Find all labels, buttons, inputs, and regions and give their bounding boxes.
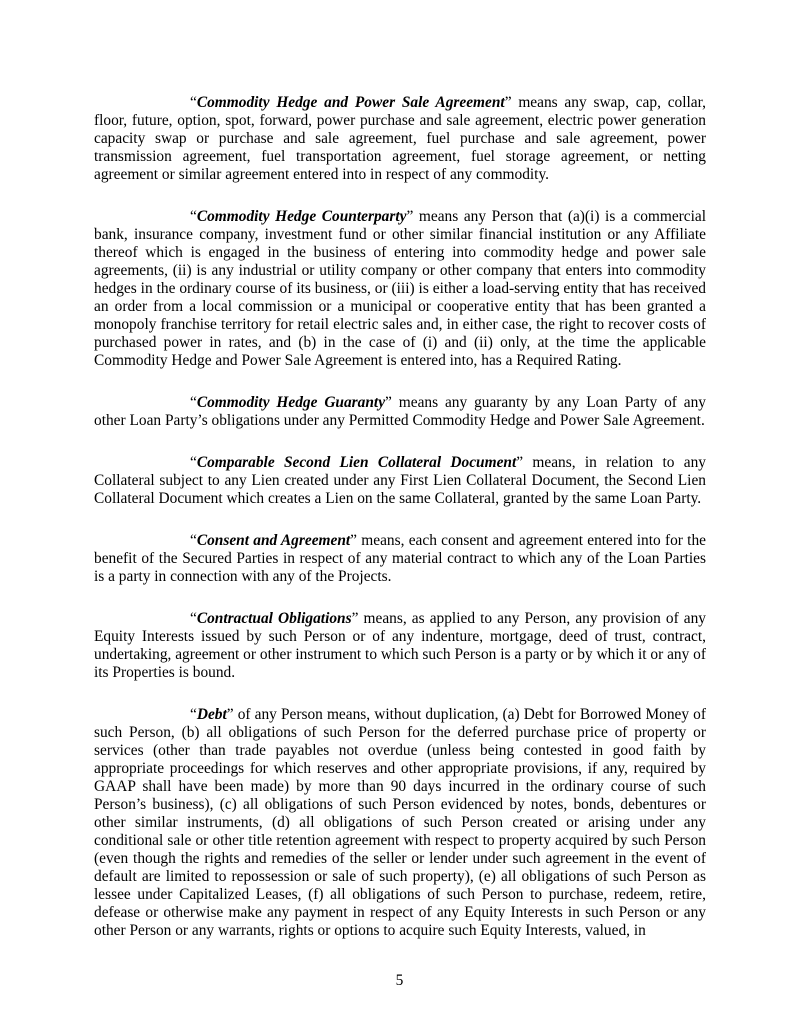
defined-term: Consent and Agreement [196, 532, 351, 549]
open-quote: “ [190, 610, 197, 627]
definition-text: means any Person that (a)(i) is a commercial bank, insurance company, investment fund or other similar financial institution or any Affiliate thereof which is engaged in the business of entering into commodity hedge and power sale agreements, (ii) is any industrial or utility company or other company that enters into commodity hedges in the ordinary course of its business, or (iii) is either a load-serving entity that has received an order from a local commission or a municipal or cooperative entity that has been granted a monopoly franchise territory for retail electric sales and, in either case, the right to recover costs of purchased power in rates, and (b) in the case of (i) and (ii) only, at the time the applicable Commodity Hedge and Power Sale Agreement is entered into, has a Required Rating. [94, 208, 707, 369]
definition-consent-and-agreement [94, 532, 706, 586]
definition-text: means any swap, cap, collar, floor, future, option, spot, forward, power purchase and sale agreement, electric power generation capacity swap or purchase and sale agreement, fuel purchase and sale agreement, power transmission agreement, fuel transportation agreement, fuel storage agreement, or netting agreement or similar agreement entered into in respect of any commodity. [94, 94, 706, 183]
close-quote: ” [385, 394, 392, 411]
open-quote: “ [190, 532, 197, 549]
definition-commodity-hedge-and-power-sale-agreement [94, 94, 706, 184]
definition-commodity-hedge-guaranty [94, 394, 706, 430]
defined-term: Comparable Second Lien Collateral Document [196, 454, 517, 471]
close-quote: ” [351, 610, 359, 627]
defined-term: Commodity Hedge Counterparty [196, 208, 407, 225]
close-quote: ” [226, 706, 234, 723]
close-quote: ” [504, 94, 512, 111]
definition-text: means, each consent and agreement entered into for the benefit of the Secured Parties in respect of any material contract to which any of the Loan Parties is a party in connection with any of the Projects. [94, 532, 706, 585]
defined-term: Debt [196, 706, 227, 723]
definition-commodity-hedge-counterparty [94, 208, 706, 370]
page-number: 5 [395, 972, 404, 989]
defined-term: Contractual Obligations [196, 610, 352, 627]
open-quote: “ [190, 706, 197, 723]
open-quote: “ [190, 394, 197, 411]
open-quote: “ [190, 208, 197, 225]
close-quote: ” [516, 454, 524, 471]
definition-contractual-obligations [94, 610, 706, 682]
defined-term: Commodity Hedge and Power Sale Agreement [196, 94, 505, 111]
open-quote: “ [190, 94, 197, 111]
definitions-section [94, 94, 706, 964]
definition-text: means any guaranty by any Loan Party of any other Loan Party’s obligations under any Permitted Commodity Hedge and Power Sale Agreement. [94, 394, 707, 429]
definition-text: of any Person means, without duplication, (a) Debt for Borrowed Money of such Person, (b) all obligations of such Person for the deferred purchase price of property or services (other than trade payables not overdue (unless being contested in good faith by appropriate proceedings for which reserves and other appropriate provisions, if any, required by GAAP shall have been made) by more than 90 days incurred in the ordinary course of such Person’s business), (c) all obligations of such Person evidenced by notes, bonds, debentures or other similar instruments, (d) all obligations of such Person created or arising under any conditional sale or other title retention agreement with respect to property acquired by such Person (even though the rights and remedies of the seller or lender under such agreement in the event of default are limited to repossession or sale of such property), (e) all obligations of such Person as lessee under Capitalized Leases, (f) all obligations of such Person to purchase, redeem, retire, defease or otherwise make any payment in respect of any Equity Interests in such Person or any other Person or any warrants, rights or options to acquire such Equity Interests, valued, in [94, 706, 706, 939]
close-quote: ” [406, 208, 414, 225]
definition-comparable-second-lien-collateral-document [94, 454, 706, 508]
definition-text: means, as applied to any Person, any provision of any Equity Interests issued by such Person or of any indenture, mortgage, deed of trust, contract, undertaking, agreement or other instrument to which such Person is a party or by which it or any of its Properties is bound. [94, 610, 707, 681]
definition-text: means, in relation to any Collateral subject to any Lien created under any First Lien Collateral Document, the Second Lien Collateral Document which creates a Lien on the same Collateral, granted by the same Loan Party. [94, 454, 707, 507]
defined-term: Commodity Hedge Guaranty [196, 394, 386, 411]
definition-debt [94, 706, 706, 940]
close-quote: ” [350, 532, 358, 549]
open-quote: “ [190, 454, 197, 471]
